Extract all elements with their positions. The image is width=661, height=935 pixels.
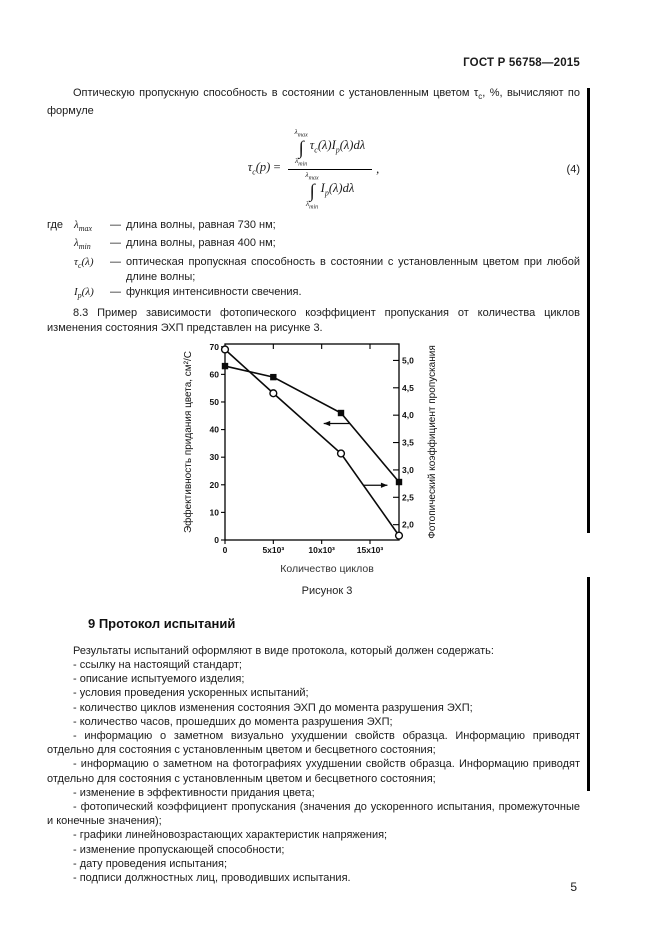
formula-numerator — [288, 128, 373, 168]
svg-text:10: 10 — [209, 507, 219, 518]
where-term: $\tau_с(\lambda)$ — [74, 255, 94, 270]
formula — [47, 128, 580, 211]
intro-text-tail: , %, вычисляют по формуле — [47, 87, 580, 118]
formula-lhs — [248, 160, 281, 180]
svg-text:30: 30 — [209, 451, 219, 462]
protocol-item: - информацию о заметном визуально ухудшении свойств образца. Информацию приводят отдельно для состояния с установленным цветом и бесцветного состояния; — [47, 729, 580, 757]
where-item — [47, 218, 580, 236]
svg-text:4,0: 4,0 — [402, 409, 414, 420]
change-bar-top — [587, 88, 590, 533]
formula-arg: (p) — [255, 159, 271, 174]
where-item — [47, 285, 580, 303]
circle-marker — [396, 532, 403, 539]
chart-x-axis-label: Количество циклов — [280, 562, 374, 575]
square-marker — [222, 363, 228, 369]
left-axis-title: Эффективность придания цвета, см²/С — [183, 350, 194, 533]
circle-marker — [222, 346, 229, 353]
integral-sign: ∫ — [298, 137, 304, 159]
section-9-heading: 9 Протокол испытаний — [88, 615, 236, 631]
dual-axis-line-chart — [177, 338, 477, 553]
protocol-item: - графики линейновозрастающих характеристик напряжения; — [73, 829, 388, 842]
square-marker — [270, 374, 276, 380]
svg-text:10x10³: 10x10³ — [308, 544, 335, 553]
formula-fraction — [288, 128, 373, 211]
clause-8-3-paragraph: 8.3 Пример зависимости фотопического коэффициент пропускания от количества циклов изменения состояния ЭХП представлен на рисунке 3. — [47, 306, 580, 334]
svg-text:0: 0 — [214, 534, 219, 545]
figure-3 — [177, 338, 477, 599]
where-description: длина волны, равная 730 нм; — [126, 219, 276, 232]
circle-marker — [270, 390, 277, 397]
protocol-item: - фотопический коэффициент пропускания (значения до ускоренного испытания, промежуточные и конечные значения); — [47, 800, 580, 828]
document-header: ГОСТ Р 56758—2015 — [463, 57, 580, 69]
svg-text:40: 40 — [209, 424, 219, 435]
svg-text:15x10³: 15x10³ — [356, 544, 384, 553]
fraction-bar — [288, 169, 373, 170]
numerator-expression: $\tau_с(\lambda)I_p(\lambda)d\lambda$ — [309, 138, 366, 155]
arrowhead — [324, 421, 331, 426]
protocol-item: - подписи должностных лиц, проводивших испытания. — [73, 872, 351, 884]
where-term: $I_p(\lambda)$ — [74, 285, 94, 300]
protocol-item: - изменение пропускающей способности; — [73, 843, 285, 856]
svg-text:70: 70 — [209, 341, 219, 352]
svg-text:4,5: 4,5 — [402, 382, 414, 393]
protocol-item: - информацию о заметном на фотографиях ухудшении свойств образца. Информацию приводят отдельно для состояния с установленным цветом и бесцветного состояния; — [47, 758, 580, 785]
svg-text:3,5: 3,5 — [402, 437, 414, 448]
intro-text: Оптическую пропускную способность в состоянии с установленным цветом τ — [73, 87, 479, 99]
intro-paragraph — [47, 86, 580, 119]
where-item — [47, 236, 580, 254]
protocol-list — [47, 644, 580, 885]
where-dash: — — [110, 255, 121, 268]
tau-subscript: с — [478, 92, 483, 102]
page-number: 5 — [570, 880, 577, 894]
integral-group — [305, 171, 318, 211]
circle-marker — [338, 450, 345, 457]
where-dash: — — [110, 285, 121, 298]
figure-caption: Рисунок 3 — [301, 584, 353, 597]
integral-lower-limit: $\lambda_{min}$ — [295, 155, 308, 168]
formula-tau: τ — [247, 159, 253, 174]
protocol-item: - ссылку на настоящий стандарт; — [73, 658, 242, 671]
series-line — [225, 366, 399, 482]
svg-text:50: 50 — [209, 396, 219, 407]
denominator-expression: $I_p(\lambda)d\lambda$ — [320, 181, 355, 198]
where-prefix: где — [47, 219, 64, 232]
integral-upper-limit: $\lambda_{max}$ — [294, 127, 308, 139]
square-marker — [396, 479, 402, 485]
arrowhead — [381, 482, 388, 487]
protocol-item: - изменение в эффективности придания цвета; — [73, 786, 315, 799]
formula-tau-sub: с — [252, 167, 256, 177]
svg-text:5,0: 5,0 — [402, 355, 414, 366]
where-description: оптическая пропускная способность в состоянии с установленным цветом при любой длине волны; — [126, 255, 580, 283]
where-term: $\lambda_{min}$ — [74, 237, 91, 252]
where-dash: — — [110, 219, 121, 232]
page-content — [47, 86, 580, 885]
formula-comma: , — [376, 162, 380, 177]
protocol-item: - количество циклов изменения состояния ЭХП до момента разрушения ЭХП; — [73, 701, 473, 714]
formula-denominator — [298, 171, 361, 211]
right-axis-title: Фотопический коэффициент пропускания — [427, 344, 438, 539]
change-bar-bottom — [587, 577, 590, 791]
svg-text:60: 60 — [209, 369, 219, 380]
svg-text:5x10³: 5x10³ — [262, 544, 285, 553]
integral-lower-limit: $\lambda_{min}$ — [305, 198, 319, 211]
integral-sign: ∫ — [309, 180, 315, 202]
svg-text:2,0: 2,0 — [402, 519, 414, 530]
formula-equals: = — [273, 159, 281, 174]
svg-text:0: 0 — [222, 544, 228, 553]
protocol-item: - описание испытуемого изделия; — [73, 673, 245, 686]
svg-text:2,5: 2,5 — [402, 492, 414, 503]
svg-text:3,0: 3,0 — [402, 464, 414, 475]
where-dash: — — [110, 237, 121, 250]
where-list — [47, 218, 580, 303]
where-term: $\lambda_{max}$ — [74, 219, 93, 234]
equation-number: (4) — [566, 163, 580, 176]
series-line — [225, 349, 399, 535]
protocol-intro: Результаты испытаний оформляют в виде протокола, который должен содержать: — [73, 644, 494, 657]
where-description: длина волны, равная 400 нм; — [126, 237, 276, 250]
square-marker — [338, 410, 344, 416]
integral-upper-limit: $\lambda_{max}$ — [305, 170, 319, 182]
protocol-item: - условия проведения ускоренных испытаний; — [73, 687, 309, 700]
protocol-item: - количество часов, прошедших до момента разрушения ЭХП; — [73, 715, 393, 728]
where-description: функция интенсивности свечения. — [126, 285, 302, 298]
svg-text:20: 20 — [209, 479, 219, 490]
where-item — [47, 255, 580, 285]
integral-group — [295, 128, 308, 168]
protocol-item: - дату проведения испытания; — [73, 857, 228, 870]
